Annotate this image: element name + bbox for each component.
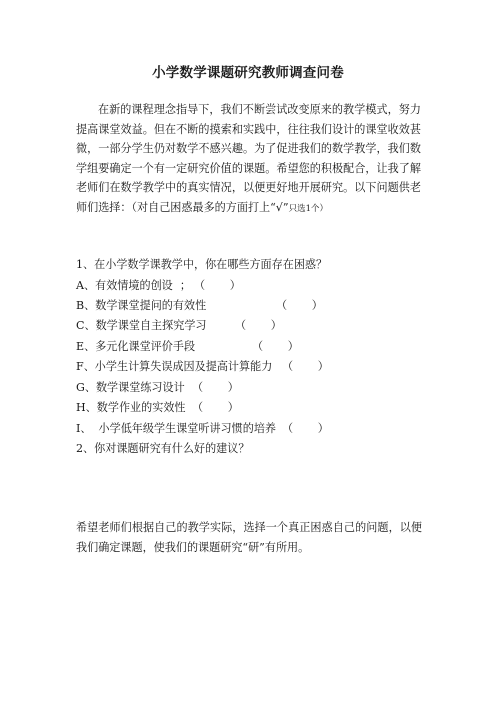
option-b-answer-blank[interactable]: （ ） — [276, 299, 323, 312]
option-a-answer-blank[interactable]: （ ） — [194, 279, 241, 292]
closing-paragraph: 希望老师们根据自己的教学实际，选择一个真正困惑自己的问题，以便我们确定课题，使我们的课题研究“研”有所用。 — [76, 521, 422, 554]
option-f-label: F、小学生计算失误成因及提高计算能力 — [76, 360, 273, 373]
question-2: 2、你对课题研究有什么好的建议？ — [76, 442, 250, 455]
option-f-answer-blank[interactable]: （ ） — [282, 360, 329, 373]
option-i-label: I、 小学低年级学生课堂听讲习惯的培养 — [76, 422, 277, 435]
option-e-label: E、多元化课堂评价手段 — [76, 340, 196, 353]
option-a-label: A、有效情境的创设 ； — [76, 279, 191, 292]
intro-note: 只选1个） — [288, 203, 328, 214]
question-1: 1、在小学数学课教学中，你在哪些方面存在困惑？ — [76, 258, 328, 271]
option-c-answer-blank[interactable]: （ ） — [235, 319, 282, 332]
option-g-label: G、数学课堂练习设计 — [76, 381, 185, 394]
option-h-label: H、数学作业的实效性 — [76, 401, 186, 414]
page-title: 小学数学课题研究教师调查问卷 — [152, 65, 344, 81]
option-g-answer-blank[interactable]: （ ） — [192, 381, 239, 394]
option-c-label: C、数学课堂自主探究学习 — [76, 319, 207, 332]
option-h-answer-blank[interactable]: （ ） — [192, 401, 239, 414]
intro-paragraph — [76, 100, 421, 220]
intro-text: 在新的课程理念指导下，我们不断尝试改变原来的教学模式，努力提高课堂效益。但在不断的摸索和实践中，往往我们设计的课堂收效甚微，一部分学生仍对数学不感兴趣。为了促进我们的数学教学，我们数学组要确定一个有一定研究价值的课题。希望您的积极配合，让我了解老师们在数学教学中的真实情况，以便更好地开展研究。以下问题供老师们选择：（对自己困惑最多的方面打上“√” — [76, 103, 421, 214]
option-i-answer-blank[interactable]: （ ） — [282, 422, 329, 435]
option-e-answer-blank[interactable]: （ ） — [252, 340, 299, 353]
option-b-label: B、数学课堂提问的有效性 — [76, 299, 207, 312]
